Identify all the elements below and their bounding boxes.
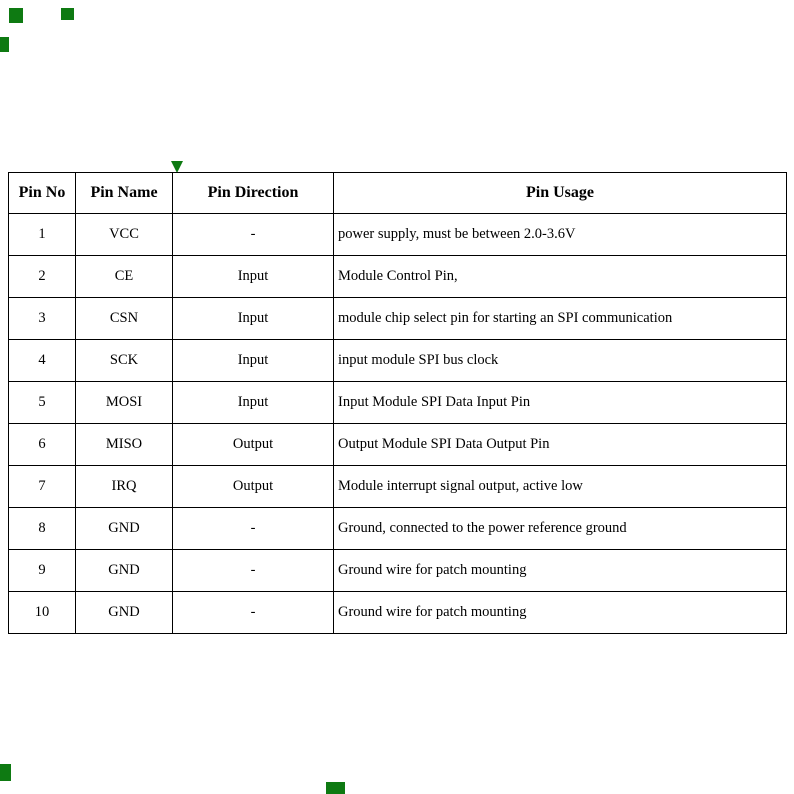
- cell-pin-name: CSN: [76, 298, 173, 340]
- header-row: [9, 173, 787, 214]
- cell-pin-direction: Output: [173, 424, 334, 466]
- table-row: [9, 550, 787, 592]
- cell-pin-no: 9: [9, 550, 76, 592]
- green-artifact-mark: [61, 8, 74, 20]
- cell-pin-usage: Output Module SPI Data Output Pin: [334, 424, 787, 466]
- cell-pin-usage: Input Module SPI Data Input Pin: [334, 382, 787, 424]
- cell-pin-direction: Input: [173, 298, 334, 340]
- cell-pin-name: MISO: [76, 424, 173, 466]
- cell-pin-no: 6: [9, 424, 76, 466]
- table-row: [9, 508, 787, 550]
- cell-pin-usage: Ground wire for patch mounting: [334, 550, 787, 592]
- pin-table-body: [9, 214, 787, 634]
- cell-pin-no: 4: [9, 340, 76, 382]
- header-pin-direction: Pin Direction: [173, 173, 334, 214]
- cell-pin-no: 7: [9, 466, 76, 508]
- cell-pin-name: IRQ: [76, 466, 173, 508]
- cell-pin-name: MOSI: [76, 382, 173, 424]
- cell-pin-usage: module chip select pin for starting an SPI communication: [334, 298, 787, 340]
- cell-pin-usage: power supply, must be between 2.0-3.6V: [334, 214, 787, 256]
- header-pin-no: Pin No: [9, 173, 76, 214]
- cell-pin-no: 2: [9, 256, 76, 298]
- cell-pin-name: GND: [76, 592, 173, 634]
- header-pin-name: Pin Name: [76, 173, 173, 214]
- cell-pin-usage: Module Control Pin,: [334, 256, 787, 298]
- table-row: [9, 382, 787, 424]
- cell-pin-no: 5: [9, 382, 76, 424]
- table-row: [9, 466, 787, 508]
- cell-pin-usage: input module SPI bus clock: [334, 340, 787, 382]
- cell-pin-name: SCK: [76, 340, 173, 382]
- cell-pin-direction: -: [173, 214, 334, 256]
- cell-pin-direction: Input: [173, 256, 334, 298]
- table-row: [9, 214, 787, 256]
- cell-pin-direction: Output: [173, 466, 334, 508]
- cell-pin-name: GND: [76, 508, 173, 550]
- cell-pin-no: 1: [9, 214, 76, 256]
- table-row: [9, 424, 787, 466]
- cell-pin-direction: -: [173, 550, 334, 592]
- cell-pin-name: GND: [76, 550, 173, 592]
- green-artifact-mark: [0, 764, 11, 781]
- cell-pin-direction: Input: [173, 340, 334, 382]
- green-artifact-mark: [9, 8, 23, 23]
- cell-pin-direction: -: [173, 508, 334, 550]
- cell-pin-no: 3: [9, 298, 76, 340]
- table-header: [9, 173, 787, 214]
- cell-pin-name: VCC: [76, 214, 173, 256]
- table-row: [9, 298, 787, 340]
- cell-pin-usage: Ground wire for patch mounting: [334, 592, 787, 634]
- cell-pin-no: 10: [9, 592, 76, 634]
- table-row: [9, 256, 787, 298]
- green-artifact-mark: [0, 37, 9, 52]
- pin-assignment-table: [8, 172, 787, 634]
- cell-pin-usage: Ground, connected to the power reference ground: [334, 508, 787, 550]
- green-artifact-mark: [326, 782, 345, 794]
- cell-pin-direction: Input: [173, 382, 334, 424]
- cell-pin-no: 8: [9, 508, 76, 550]
- cell-pin-usage: Module interrupt signal output, active low: [334, 466, 787, 508]
- table-row: [9, 340, 787, 382]
- table-row: [9, 592, 787, 634]
- cell-pin-direction: -: [173, 592, 334, 634]
- header-pin-usage: Pin Usage: [334, 173, 787, 214]
- cell-pin-name: CE: [76, 256, 173, 298]
